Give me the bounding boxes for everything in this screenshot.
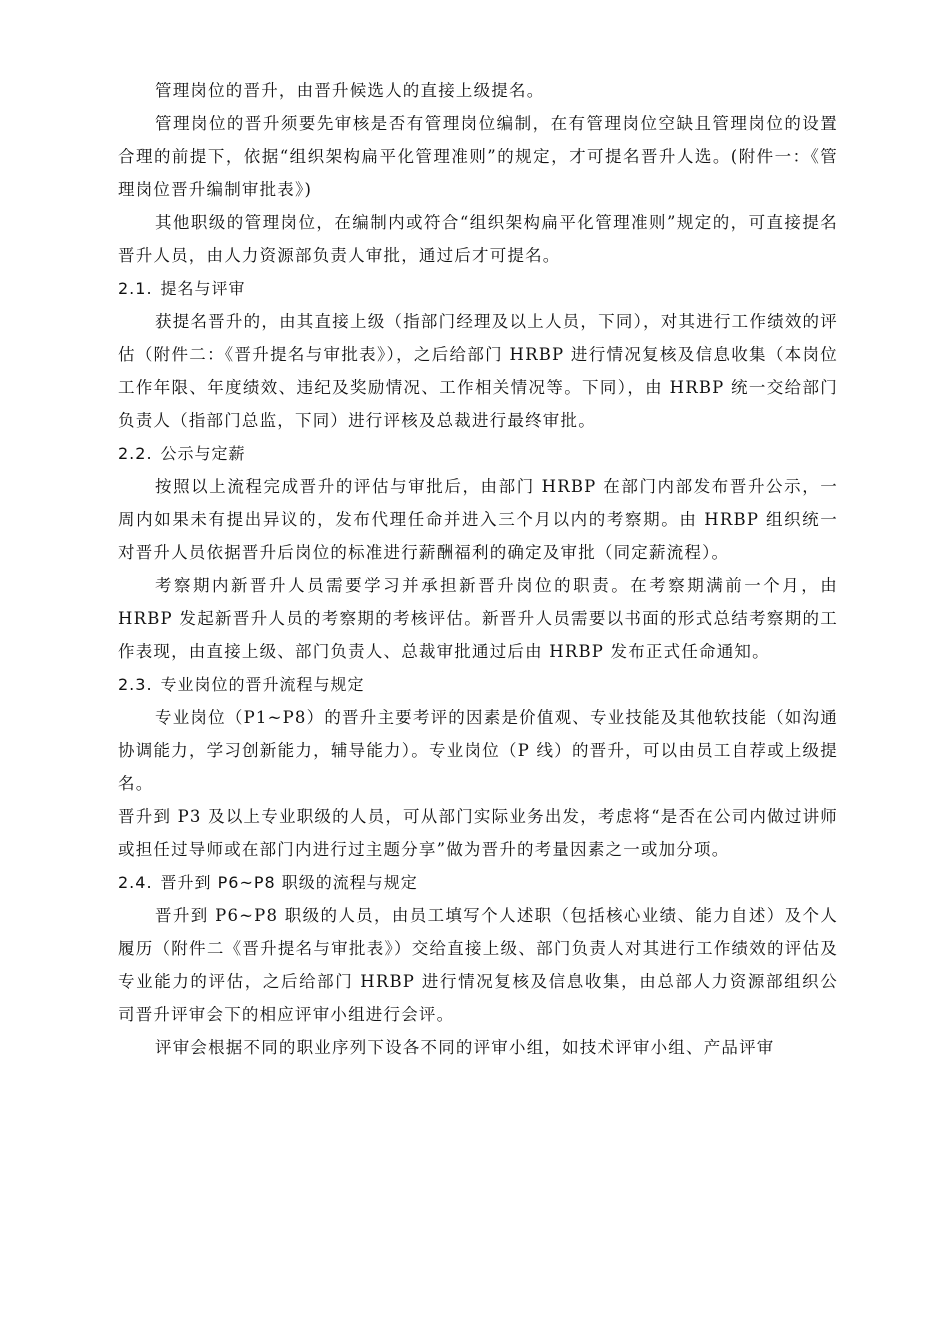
- paragraph: 晋升到 P3 及以上专业职级的人员，可从部门实际业务出发，考虑将“是否在公司内做过讲师或担任过导师或在部门内进行过主题分享”做为晋升的考量因素之一或加分项。: [118, 807, 838, 859]
- section-number: 2.4.: [118, 873, 153, 892]
- paragraph: 评审会根据不同的职业序列下设各不同的评审小组，如技术评审小组、产品评审: [155, 1038, 775, 1057]
- paragraph: 其他职级的管理岗位，在编制内或符合“组织架构扁平化管理准则”规定的，可直接提名晋升人员，由人力资源部负责人审批，通过后才可提名。: [118, 213, 838, 265]
- section-heading-2-4: [118, 866, 838, 899]
- paragraph: 考察期内新晋升人员需要学习并承担新晋升岗位的职责。在考察期满前一个月，由 HRBP 发起新晋升人员的考察期的考核评估。新晋升人员需要以书面的形式总结考察期的工作表现，由直接上级、部门负责人、总裁审批通过后由 HRBP 发布正式任命通知。: [118, 576, 838, 661]
- paragraph: 获提名晋升的，由其直接上级（指部门经理及以上人员，下同），对其进行工作绩效的评估（附件二：《晋升提名与审批表》），之后给部门 HRBP 进行情况复核及信息收集（本岗位工作年限、年度绩效、违纪及奖励情况、工作相关情况等。下同），由 HRBP 统一交给部门负责人（指部门总监，下同）进行评核及总裁进行最终审批。: [118, 312, 838, 430]
- paragraph: 专业岗位（P1~P8）的晋升主要考评的因素是价值观、专业技能及其他软技能（如沟通协调能力，学习创新能力，辅导能力）。专业岗位（P 线）的晋升，可以由员工自荐或上级提名。: [118, 708, 838, 793]
- section-title: 提名与评审: [160, 279, 246, 298]
- section-title: 公示与定薪: [160, 444, 246, 463]
- section-heading-2-1: [118, 272, 838, 305]
- section-title: 专业岗位的晋升流程与规定: [160, 675, 365, 694]
- document-page: [118, 74, 838, 1064]
- section-number: 2.2.: [118, 444, 153, 463]
- paragraph: 按照以上流程完成晋升的评估与审批后，由部门 HRBP 在部门内部发布晋升公示，一周内如果未有提出异议的，发布代理任命并进入三个月以内的考察期。由 HRBP 组织统一对晋升人员依据晋升后岗位的标准进行薪酬福利的确定及审批（同定薪流程）。: [118, 477, 838, 562]
- paragraph: 管理岗位的晋升，由晋升候选人的直接上级提名。: [155, 81, 545, 100]
- paragraph: 管理岗位的晋升须要先审核是否有管理岗位编制，在有管理岗位空缺且管理岗位的设置合理的前提下，依据“组织架构扁平化管理准则”的规定，才可提名晋升人选。(附件一：《管理岗位晋升编制审批表》): [118, 114, 838, 199]
- section-heading-2-3: [118, 668, 838, 701]
- section-number: 2.3.: [118, 675, 153, 694]
- section-number: 2.1.: [118, 279, 153, 298]
- paragraph: 晋升到 P6~P8 职级的人员，由员工填写个人述职（包括核心业绩、能力自述）及个人履历（附件二《晋升提名与审批表》）交给直接上级、部门负责人对其进行工作绩效的评估及专业能力的评估，之后给部门 HRBP 进行情况复核及信息收集，由总部人力资源部组织公司晋升评审会下的相应评审小组进行会评。: [118, 906, 838, 1024]
- section-title: 晋升到 P6~P8 职级的流程与规定: [160, 873, 418, 892]
- section-heading-2-2: [118, 437, 838, 470]
